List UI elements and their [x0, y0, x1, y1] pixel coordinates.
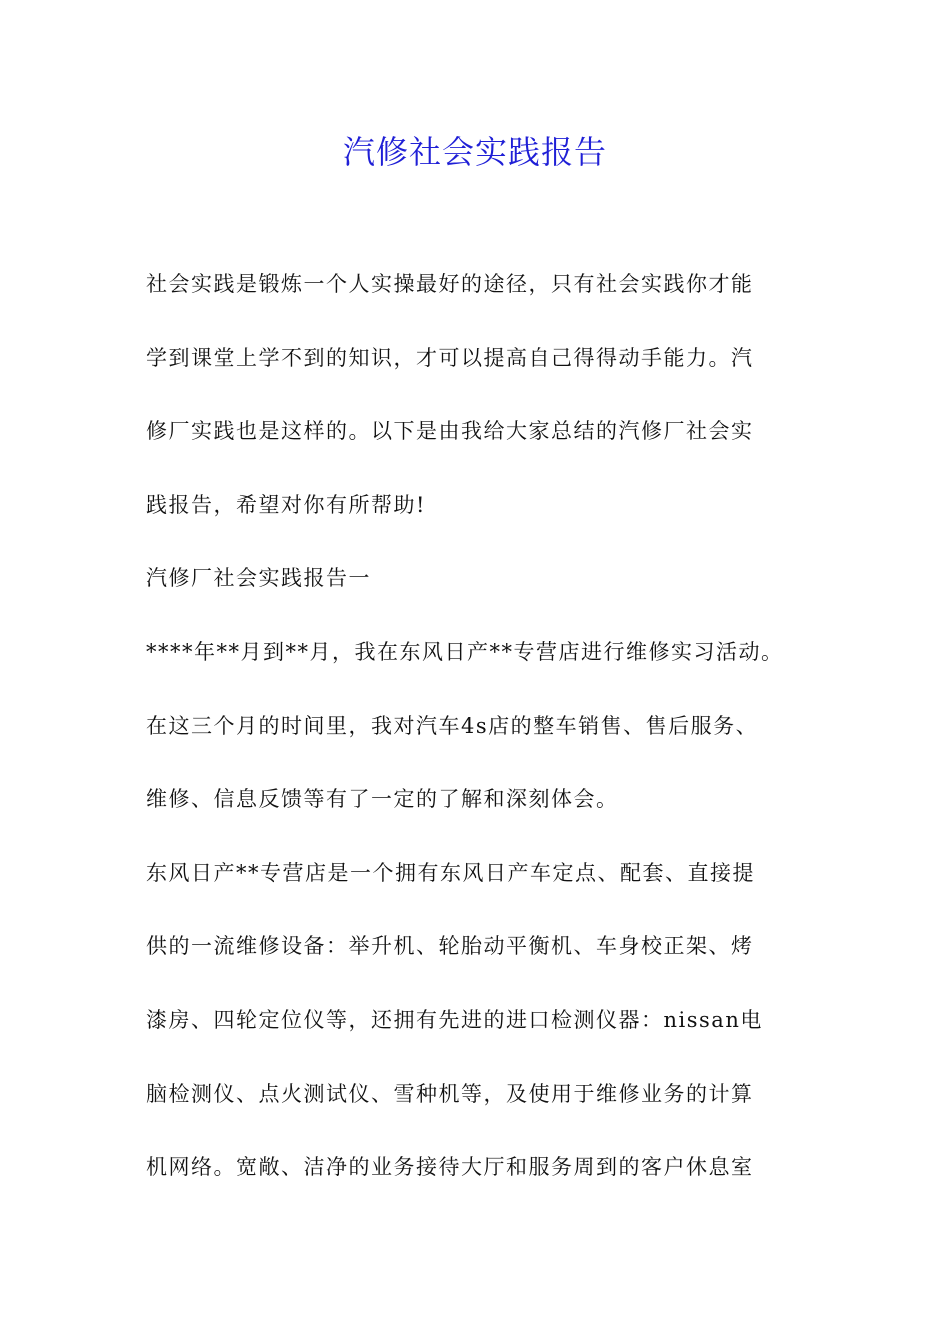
- body-line: 维修、信息反馈等有了一定的了解和深刻体会。: [146, 787, 619, 812]
- body-line: 脑检测仪、点火测试仪、雪种机等，及使用于维修业务的计算: [146, 1081, 754, 1106]
- body-line: 东风日产**专营店是一个拥有东风日产车定点、配套、直接提: [146, 860, 755, 885]
- document-body: [146, 260, 826, 1217]
- body-line: ****年**月到**月，我在东风日产**专营店进行维修实习活动。: [146, 639, 784, 664]
- body-line: 机网络。宽敞、洁净的业务接待大厅和服务周到的客户休息室: [146, 1155, 754, 1180]
- body-line: 漆房、四轮定位仪等，还拥有先进的进口检测仪器：nissan电: [146, 1007, 763, 1032]
- body-line: 修厂实践也是这样的。以下是由我给大家总结的汽修厂社会实: [146, 419, 754, 444]
- body-line: 在这三个月的时间里，我对汽车4s店的整车销售、售后服务、: [146, 713, 759, 738]
- document-title: 汽修社会实践报告: [342, 133, 607, 171]
- body-line: 供的一流维修设备：举升机、轮胎动平衡机、车身校正架、烤: [146, 934, 754, 959]
- body-line: 践报告，希望对你有所帮助!: [146, 492, 426, 517]
- body-line: 社会实践是锻炼一个人实操最好的途径，只有社会实践你才能: [146, 272, 754, 296]
- body-line: 学到课堂上学不到的知识，才可以提高自己得得动手能力。汽: [146, 345, 754, 370]
- section-heading: 汽修厂社会实践报告一: [146, 566, 371, 591]
